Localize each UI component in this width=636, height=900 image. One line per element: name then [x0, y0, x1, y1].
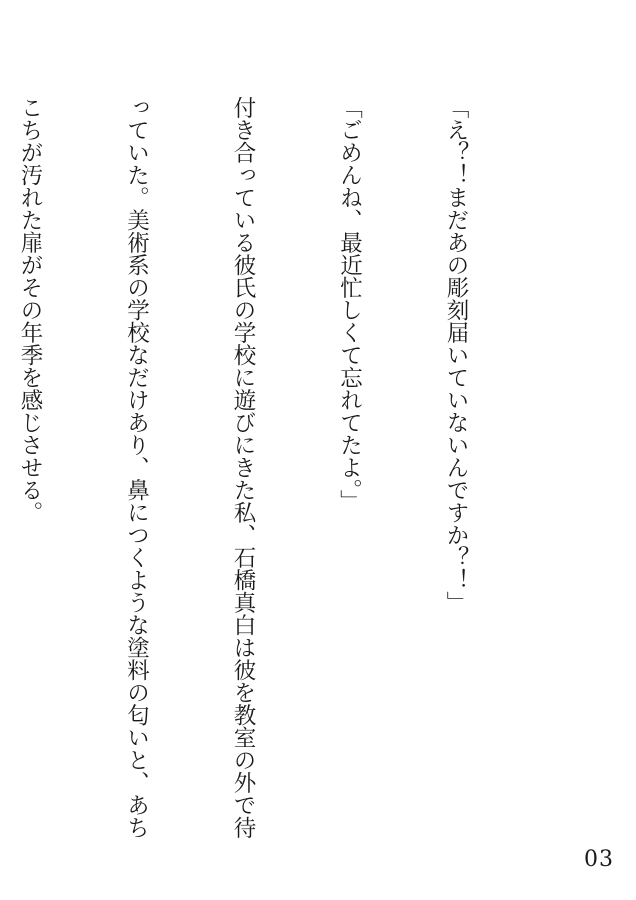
text-line: 「ごめんね、最近忙しくて忘れてたよ。」 — [336, 96, 363, 513]
text-line: 「え？！まだあの彫刻届いていないんですか？！」 — [443, 96, 469, 614]
text-line: 付き合っている彼氏の学校に遊びにきた私、石橋真白は彼を教室の外で待 — [230, 96, 256, 839]
text-line: こちが汚れた扉がその年季を感じさせる。 — [17, 96, 43, 524]
page-number: 03 — [584, 847, 614, 872]
body-text — [0, 96, 544, 839]
text-line: っていた。美術系の学校なだけあり、鼻につくような塗料の匂いと、あち — [123, 96, 150, 839]
